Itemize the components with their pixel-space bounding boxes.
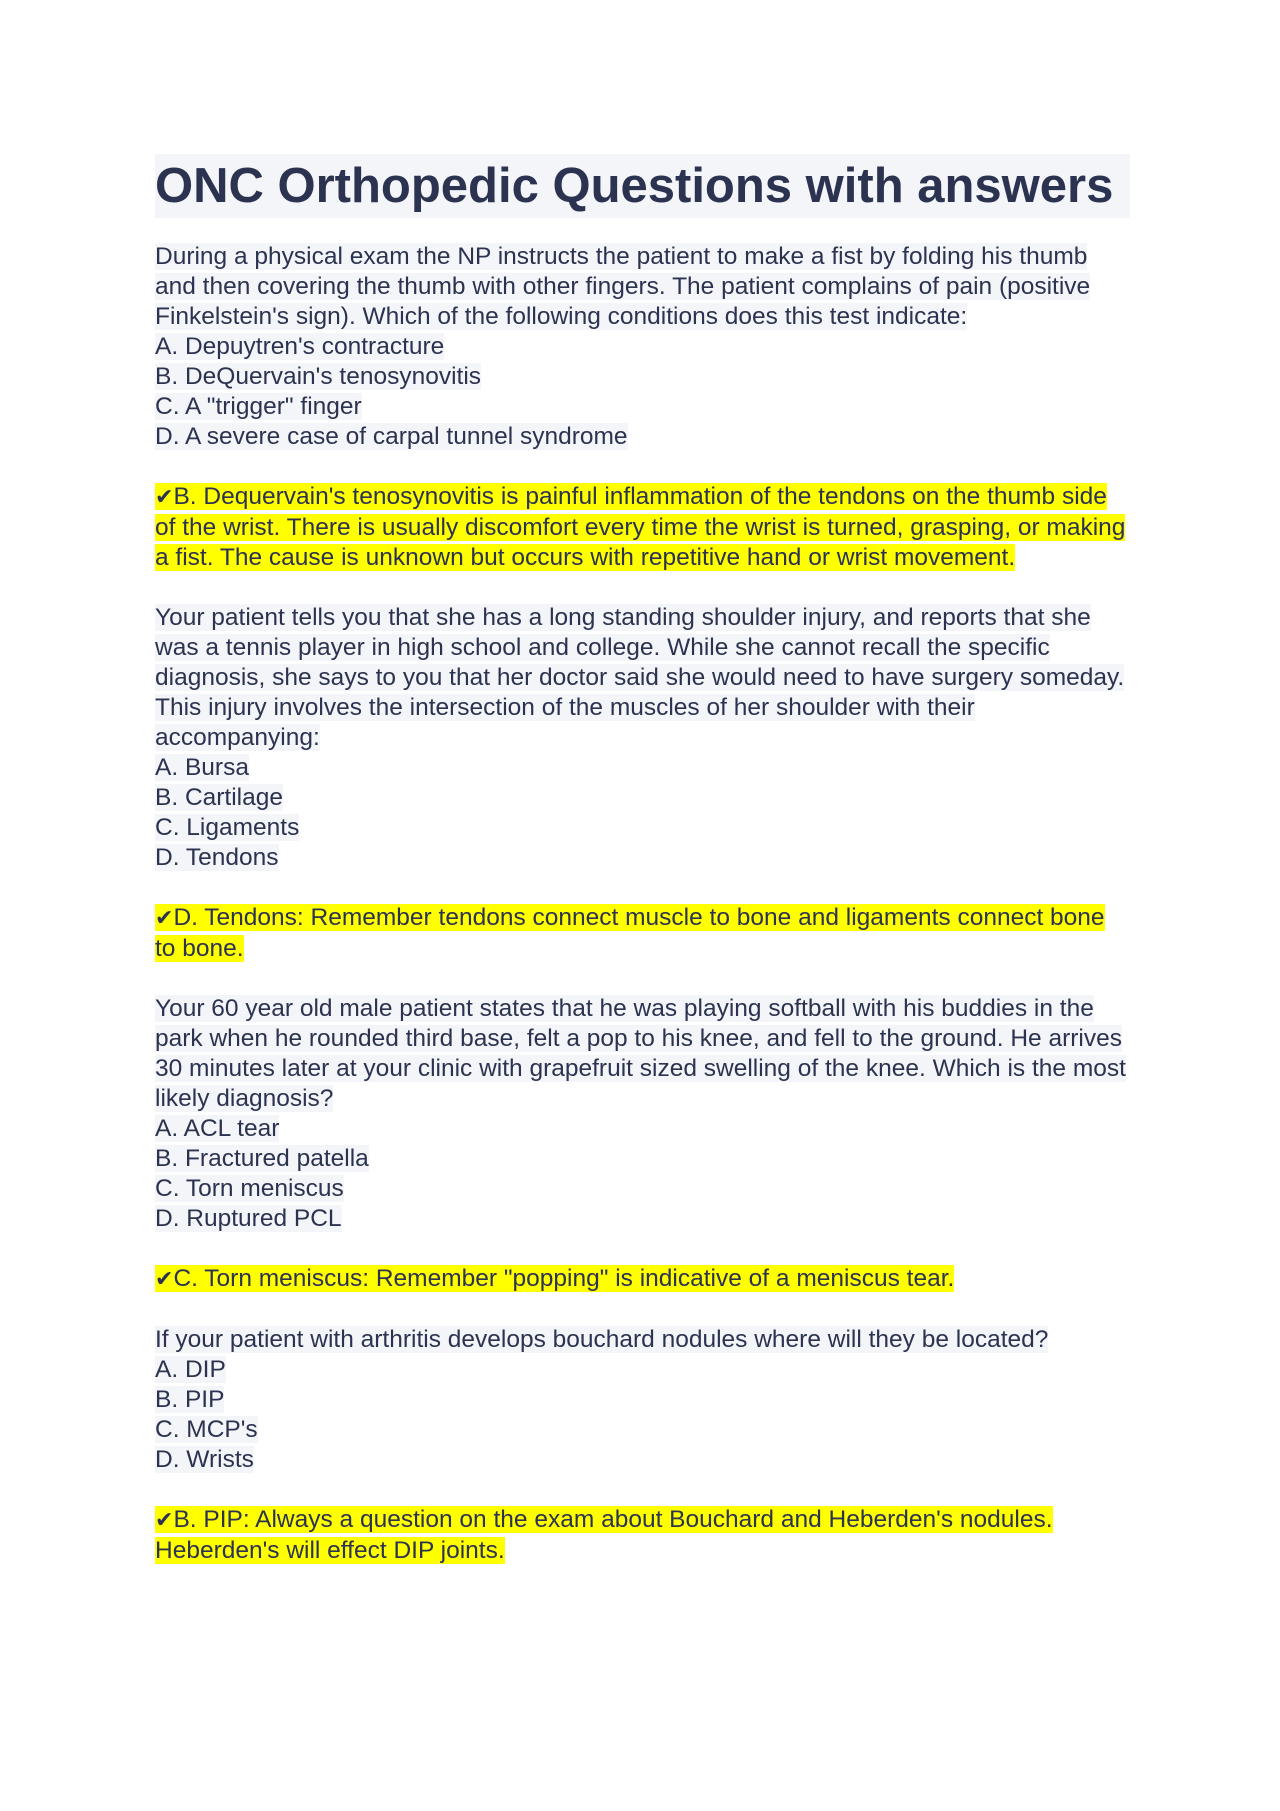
- question-text: Your patient tells you that she has a long standing shoulder injury, and reports that she was a tennis player in high school and college. While she cannot recall the specific diagnosis, she says to you that her doctor said she would need to have surgery someday. This injury involves the intersection of the muscles of her shoulder with their accompanying:: [155, 604, 1125, 751]
- highlighted-answer: [155, 1264, 1130, 1295]
- answer-option: B. Fractured patella: [155, 1145, 369, 1172]
- answer-option: C. Ligaments: [155, 814, 300, 841]
- checkmark-icon: ✔: [155, 906, 174, 931]
- question-block: [155, 603, 1130, 873]
- answer-option: A. ACL tear: [155, 1115, 280, 1142]
- question-text: Your 60 year old male patient states that he was playing softball with his buddies in the park when he rounded third base, felt a pop to his knee, and fell to the ground. He arrives 30 minutes later at your clinic with grapefruit sized swelling of the knee. Which is the most likely diagnosis?: [155, 995, 1126, 1112]
- answer-option: D. A severe case of carpal tunnel syndrome: [155, 423, 628, 450]
- answer-option: B. Cartilage: [155, 784, 284, 811]
- answer-option: C. Torn meniscus: [155, 1175, 344, 1202]
- highlighted-answer: [155, 1505, 1130, 1566]
- question-text: If your patient with arthritis develops bouchard nodules where will they be located?: [155, 1326, 1049, 1353]
- question-block: [155, 1325, 1130, 1475]
- highlighted-answer: [155, 482, 1130, 573]
- question-block: [155, 242, 1130, 452]
- title-block: [155, 154, 1130, 218]
- answer-explanation: B. PIP: Always a question on the exam about Bouchard and Heberden's nodules. Heberden's will effect DIP joints.: [155, 1506, 1053, 1564]
- answer-option: B. PIP: [155, 1386, 225, 1413]
- page-title: ONC Orthopedic Questions with answers: [155, 159, 1114, 213]
- answer-option: C. MCP's: [155, 1416, 258, 1443]
- answer-option: C. A "trigger" finger: [155, 393, 362, 420]
- document-page: [155, 154, 1130, 1596]
- question-block: [155, 994, 1130, 1234]
- answer-option: D. Tendons: [155, 844, 279, 871]
- answer-option: A. Depuytren's contracture: [155, 333, 445, 360]
- answer-option: D. Wrists: [155, 1446, 254, 1473]
- checkmark-icon: ✔: [155, 485, 174, 510]
- checkmark-icon: ✔: [155, 1267, 174, 1292]
- answer-explanation: C. Torn meniscus: Remember "popping" is indicative of a meniscus tear.: [173, 1265, 955, 1292]
- checkmark-icon: ✔: [155, 1508, 174, 1533]
- question-text: During a physical exam the NP instructs the patient to make a fist by folding his thumb and then covering the thumb with other fingers. The patient complains of pain (positive Finkelstein's sign). Which of the following conditions does this test indicate:: [155, 243, 1091, 330]
- answer-explanation: D. Tendons: Remember tendons connect muscle to bone and ligaments connect bone to bone.: [155, 904, 1105, 962]
- highlighted-answer: [155, 903, 1130, 964]
- answer-option: B. DeQuervain's tenosynovitis: [155, 363, 482, 390]
- answer-option: D. Ruptured PCL: [155, 1205, 342, 1232]
- answer-option: A. DIP: [155, 1356, 226, 1383]
- answer-option: A. Bursa: [155, 754, 249, 781]
- answer-explanation: B. Dequervain's tenosynovitis is painful inflammation of the tendons on the thumb side of the wrist. There is usually discomfort every time the wrist is turned, grasping, or making a fist. The cause is unknown but occurs with repetitive hand or wrist movement.: [155, 483, 1126, 571]
